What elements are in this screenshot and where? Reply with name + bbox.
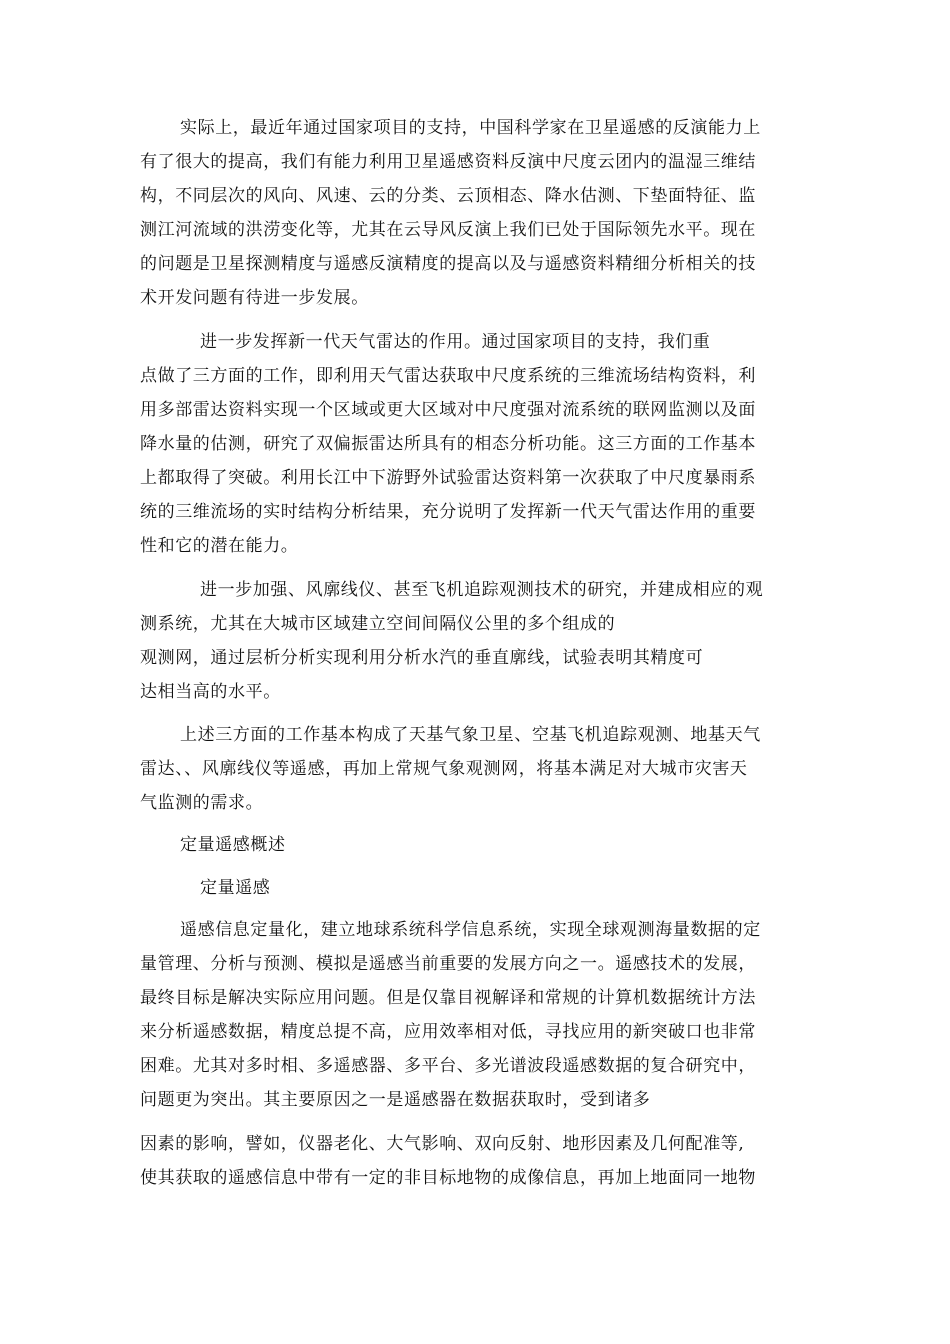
text-line: 来分析遥感数据，精度总提不高，应用效率相对低，寻找应用的新突破口也非常 — [140, 1022, 756, 1042]
text-line: 统的三维流场的实时结构分析结果，充分说明了发挥新一代天气雷达作用的重要 — [140, 502, 756, 522]
text-line: 测系统，尤其在大城市区域建立空间间隔仪公里的多个组成的 — [140, 614, 616, 634]
text-line: 气监测的需求。 — [140, 793, 264, 813]
text-line: 性和它的潜在能力。 — [140, 536, 299, 556]
text-line: 困难。尤其对多时相、多遥感器、多平台、多光谱波段遥感数据的复合研究中， — [140, 1056, 756, 1076]
text-line: 有了很大的提高，我们有能力利用卫星遥感资料反演中尺度云团内的温湿三维结 — [140, 152, 756, 172]
text-line: 实际上，最近年通过国家项目的支持，中国科学家在卫星遥感的反演能力上 — [180, 118, 761, 138]
text-line: 因素的影响，譬如，仪器老化、大气影响、双向反射、地形因素及几何配准等, — [140, 1134, 745, 1154]
text-line: 进一步发挥新一代天气雷达的作用。通过国家项目的支持，我们重 — [200, 332, 711, 352]
text-line: 构，不同层次的风向、风速、云的分类、云顶相态、降水估测、下垫面特征、监 — [140, 186, 756, 206]
text-line: 术开发问题有待进一步发展。 — [140, 288, 369, 308]
text-line: 测江河流域的洪涝变化等，尤其在云导风反演上我们已处于国际领先水平。现在 — [140, 220, 756, 240]
text-line: 使其获取的遥感信息中带有一定的非目标地物的成像信息，再加上地面同一地物 — [140, 1168, 756, 1188]
text-line: 雷达、、风廓线仪等遥感，再加上常规气象观测网，将基本满足对大城市灾害天 — [140, 759, 748, 779]
text-line: 上述三方面的工作基本构成了天基气象卫星、空基飞机追踪观测、地基天气 — [180, 725, 761, 745]
text-line: 量管理、分析与预测、模拟是遥感当前重要的发展方向之一。遥感技术的发展， — [140, 954, 756, 974]
text-line: 问题更为突出。其主要原因之一是遥感器在数据获取时，受到诸多 — [140, 1090, 651, 1110]
text-line: 的问题是卫星探测精度与遥感反演精度的提高以及与遥感资料精细分析相关的技 — [140, 254, 756, 274]
section-heading: 定量遥感概述 — [180, 835, 286, 855]
text-line: 点做了三方面的工作，即利用天气雷达获取中尺度系统的三维流场结构资料，利 — [140, 366, 756, 386]
text-line: 达相当高的水平。 — [140, 682, 281, 702]
text-line: 上都取得了突破。利用长江中下游野外试验雷达资料第一次获取了中尺度暴雨系 — [140, 468, 756, 488]
text-line: 观测网，通过层析分析实现利用分析水汽的垂直廓线，试验表明其精度可 — [140, 648, 704, 668]
text-line: 用多部雷达资料实现一个区域或更大区域对中尺度强对流系统的联网监测以及面 — [140, 400, 756, 420]
text-line: 进一步加强、风廓线仪、甚至飞机追踪观测技术的研究，并建成相应的观 — [200, 580, 764, 600]
text-line: 最终目标是解决实际应用问题。但是仅靠目视解译和常规的计算机数据统计方法 — [140, 988, 756, 1008]
text-line: 遥感信息定量化，建立地球系统科学信息系统，实现全球观测海量数据的定 — [180, 920, 761, 940]
text-line: 降水量的估测，研究了双偏振雷达所具有的相态分析功能。这三方面的工作基本 — [140, 434, 756, 454]
subsection-heading: 定量遥感 — [200, 878, 271, 898]
